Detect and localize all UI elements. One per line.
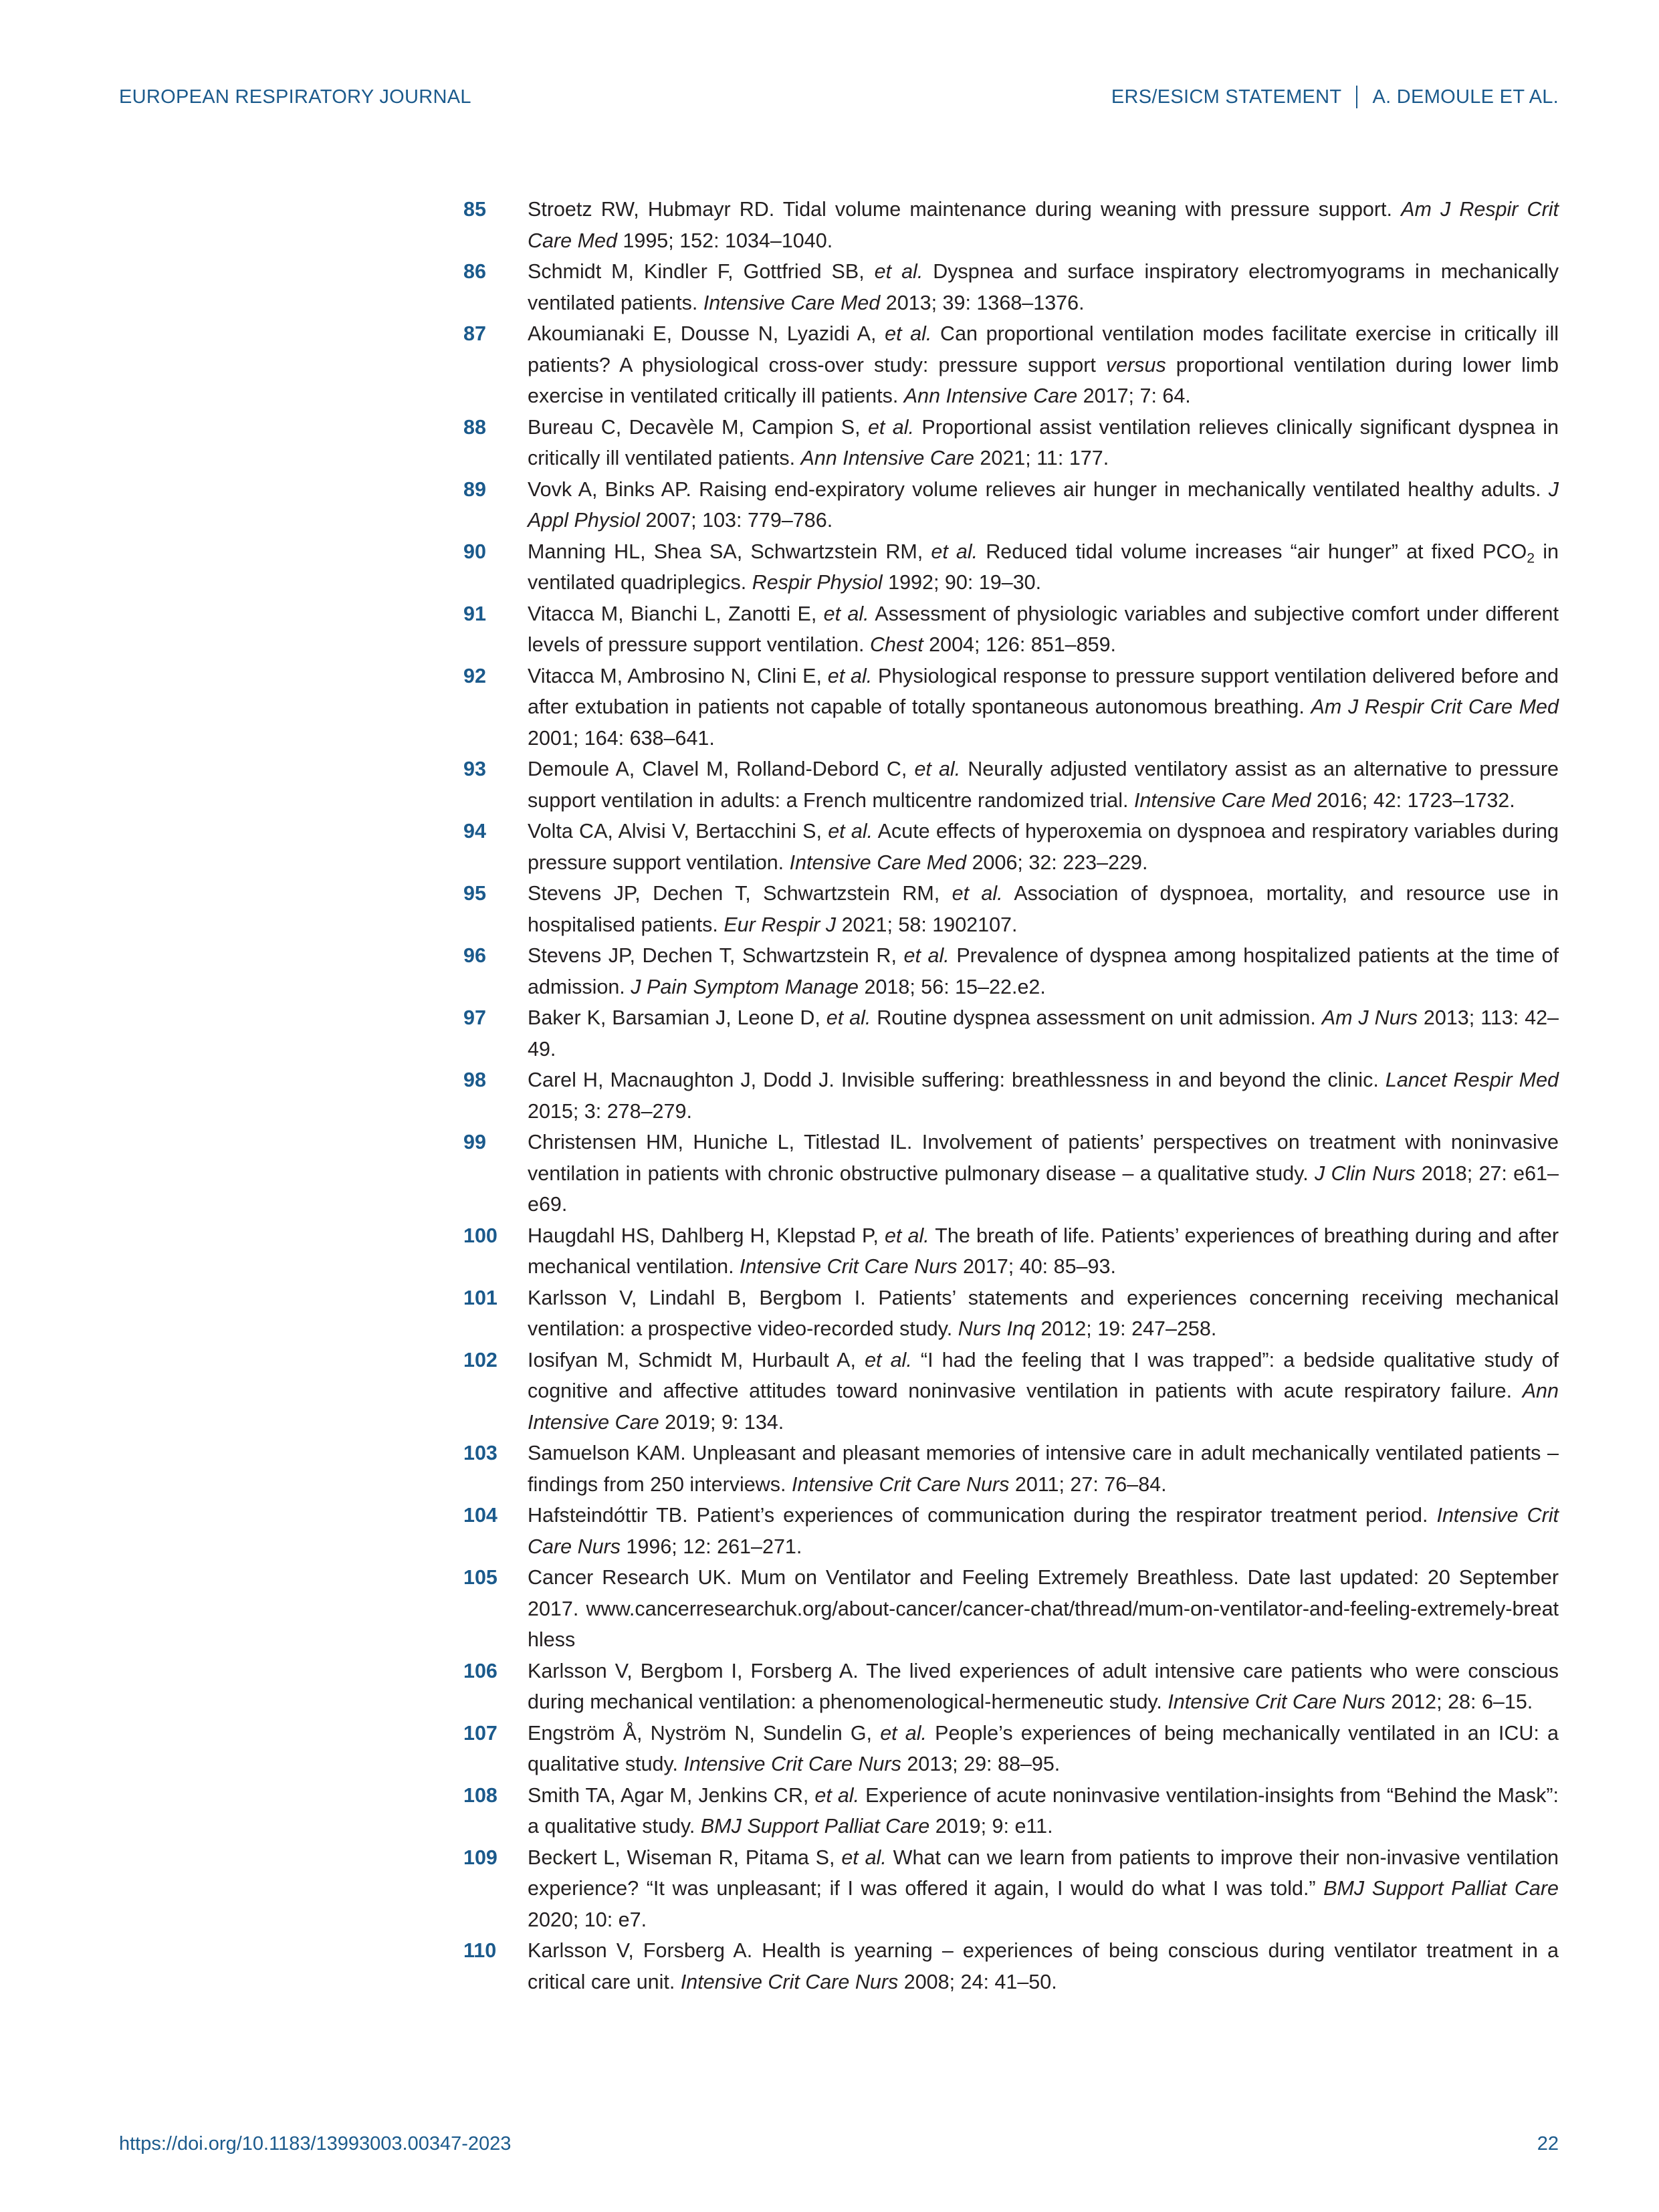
reference-text-segment: 2021; 58: 1902107.: [836, 913, 1018, 936]
reference-text-segment: 2004; 126: 851–859.: [923, 633, 1117, 656]
reference-text-segment: 2021; 11: 177.: [974, 447, 1109, 469]
reference-number: 89: [463, 477, 486, 501]
journal-or-emphasis: Intensive Care Med: [703, 291, 881, 314]
reference-text: [528, 318, 1559, 412]
reference-item: [463, 1220, 1559, 1283]
journal-or-emphasis: et al.: [841, 1846, 887, 1869]
reference-item: [463, 1500, 1559, 1562]
journal-or-emphasis: et al.: [885, 322, 932, 345]
reference-number: 97: [463, 1006, 486, 1029]
reference-text-segment: 1992; 90: 19–30.: [882, 571, 1042, 594]
reference-text-segment: 2007; 103: 779–786.: [639, 509, 833, 532]
reference-item: [463, 194, 1559, 256]
reference-text: [528, 536, 1559, 598]
reference-number: 99: [463, 1131, 486, 1153]
reference-number: 85: [463, 198, 486, 221]
reference-number: 108: [463, 1783, 497, 1807]
header-divider: [1356, 86, 1357, 108]
journal-or-emphasis: et al.: [823, 602, 869, 625]
reference-text-segment: 2012; 28: 6–15.: [1385, 1690, 1533, 1713]
journal-or-emphasis: et al.: [814, 1783, 860, 1807]
journal-name: EUROPEAN RESPIRATORY JOURNAL: [119, 86, 471, 108]
reference-text-segment: Vitacca M, Ambrosino N, Clini E,: [528, 664, 828, 687]
reference-text: [528, 1065, 1559, 1127]
reference-item: [463, 1345, 1559, 1438]
doi-link[interactable]: https://doi.org/10.1183/13993003.00347-2023: [119, 2133, 512, 2154]
reference-text-segment: 2012; 19: 247–258.: [1034, 1317, 1217, 1340]
journal-or-emphasis: Intensive Crit Care Nurs: [1168, 1690, 1386, 1713]
reference-item: [463, 1935, 1559, 1997]
journal-or-emphasis: Ann Intensive Care: [800, 447, 974, 469]
reference-number: 101: [463, 1286, 497, 1309]
journal-or-emphasis: Lancet Respir Med: [1385, 1069, 1559, 1091]
reference-text: [528, 661, 1559, 754]
reference-text-segment: Samuelson KAM. Unpleasant and pleasant memories of intensive care in adult mechanically ventilated patients – findings from 250 interviews.: [528, 1442, 1559, 1496]
reference-text-segment: Carel H, Macnaughton J, Dodd J. Invisible suffering: breathlessness in and beyond the clinic.: [528, 1069, 1386, 1091]
journal-or-emphasis: Ann Intensive Care: [528, 1379, 1559, 1434]
reference-text-segment: Volta CA, Alvisi V, Bertacchini S,: [528, 820, 828, 843]
reference-text-segment: Demoule A, Clavel M, Rolland-Debord C,: [528, 758, 915, 780]
reference-text-segment: Association of dyspnoea, mortality, and resource use in hospitalised patients.: [528, 882, 1559, 936]
reference-text-segment: 2013; 113: 42–49.: [528, 1006, 1559, 1061]
reference-number: 86: [463, 260, 486, 283]
reference-text-segment: Akoumianaki E, Dousse N, Lyazidi A,: [528, 322, 885, 345]
reference-text: [528, 1500, 1559, 1562]
journal-or-emphasis: Intensive Crit Care Nurs: [680, 1970, 899, 1993]
reference-number: 95: [463, 882, 486, 905]
reference-text-segment: 2018; 56: 15–22.e2.: [859, 975, 1046, 998]
reference-text: [528, 878, 1559, 940]
journal-or-emphasis: et al.: [931, 540, 978, 563]
reference-item: [463, 256, 1559, 318]
reference-number: 94: [463, 820, 486, 843]
reference-number: 104: [463, 1504, 497, 1527]
reference-text: [528, 816, 1559, 878]
reference-number: 106: [463, 1659, 497, 1682]
reference-text-segment: 2017; 7: 64.: [1077, 384, 1191, 407]
reference-text: [528, 1842, 1559, 1936]
reference-text-segment: 2008; 24: 41–50.: [898, 1970, 1057, 1993]
reference-item: [463, 816, 1559, 878]
reference-text-segment: Prevalence of dyspnea among hospitalized patients at the time of admission.: [528, 944, 1559, 998]
reference-text-segment: in ventilated quadriplegics.: [528, 540, 1559, 594]
reference-text-segment: 1996; 12: 261–271.: [620, 1535, 802, 1558]
reference-text-segment: Engström Å, Nyström N, Sundelin G,: [528, 1721, 881, 1745]
page-footer: [119, 2133, 1559, 2155]
journal-or-emphasis: versus: [1105, 353, 1166, 376]
reference-text: [528, 1780, 1559, 1842]
article-authors: A. DEMOULE ET AL.: [1372, 86, 1559, 108]
reference-text-segment: Christensen HM, Huniche L, Titlestad IL. Involvement of patients’ perspectives on treatment with noninvasive ventilation in patients with chronic obstructive pulmonary disease – a qualitative study.: [528, 1131, 1559, 1185]
reference-text-segment: Reduced tidal volume increases “air hunger” at fixed PCO: [978, 540, 1527, 563]
reference-number: 88: [463, 415, 486, 439]
reference-number: 87: [463, 322, 486, 345]
reference-text: [528, 412, 1559, 474]
journal-or-emphasis: Intensive Care Med: [789, 851, 967, 874]
reference-item: [463, 598, 1559, 661]
reference-text-segment: Iosifyan M, Schmidt M, Hurbault A,: [528, 1348, 865, 1371]
reference-item: [463, 318, 1559, 412]
reference-item: [463, 1562, 1559, 1656]
reference-item: [463, 878, 1559, 940]
reference-text: [528, 1562, 1559, 1656]
reference-text: [528, 1656, 1559, 1718]
journal-or-emphasis: Nurs Inq: [958, 1317, 1035, 1340]
reference-text-segment: Bureau C, Decavèle M, Campion S,: [528, 415, 868, 439]
reference-text-segment: 2011; 27: 76–84.: [1009, 1472, 1167, 1496]
reference-item: [463, 474, 1559, 536]
running-head: [119, 86, 1559, 108]
reference-number: 92: [463, 664, 486, 687]
reference-text-segment: 2001; 164: 638–641.: [528, 726, 715, 750]
reference-list: [463, 194, 1559, 1997]
journal-or-emphasis: J Appl Physiol: [528, 477, 1559, 532]
article-info: [1111, 86, 1559, 108]
journal-or-emphasis: Chest: [870, 633, 923, 656]
reference-text-segment: 2015; 3: 278–279.: [528, 1099, 692, 1123]
journal-or-emphasis: et al.: [826, 1006, 871, 1029]
reference-text-segment: Karlsson V, Forsberg A. Health is yearning – experiences of being conscious during ventilator treatment in a critical care unit.: [528, 1939, 1559, 1993]
reference-item: [463, 940, 1559, 1002]
reference-text-segment: proportional ventilation during lower limb exercise in ventilated critically ill patients.: [528, 353, 1559, 407]
journal-or-emphasis: Intensive Care Med: [1133, 788, 1311, 812]
reference-item: [463, 1438, 1559, 1500]
journal-or-emphasis: Am J Respir Crit Care Med: [1311, 695, 1559, 718]
reference-item: [463, 1718, 1559, 1780]
reference-number: 91: [463, 602, 486, 625]
reference-text: [528, 1718, 1559, 1780]
reference-text-segment: Manning HL, Shea SA, Schwartzstein RM,: [528, 540, 931, 563]
reference-text: [528, 256, 1559, 318]
reference-text-segment: Stroetz RW, Hubmayr RD. Tidal volume maintenance during weaning with pressure support.: [528, 198, 1402, 221]
reference-text-segment: 2018; 27: e61–e69.: [528, 1162, 1559, 1216]
reference-text-segment: Smith TA, Agar M, Jenkins CR,: [528, 1783, 815, 1807]
reference-text-segment: 2013; 29: 88–95.: [901, 1753, 1061, 1775]
journal-or-emphasis: et al.: [828, 820, 873, 843]
reference-item: [463, 754, 1559, 816]
reference-text-segment: Baker K, Barsamian J, Leone D,: [528, 1006, 826, 1029]
reference-text-segment: Vovk A, Binks AP. Raising end-expiratory volume relieves air hunger in mechanically ventilated healthy adults.: [528, 477, 1549, 501]
reference-number: 102: [463, 1348, 497, 1371]
journal-or-emphasis: Intensive Crit Care Nurs: [740, 1255, 958, 1278]
reference-item: [463, 1283, 1559, 1345]
journal-or-emphasis: et al.: [874, 260, 923, 283]
reference-text: [528, 1220, 1559, 1283]
reference-text-segment: Stevens JP, Dechen T, Schwartzstein RM,: [528, 882, 952, 905]
journal-or-emphasis: BMJ Support Palliat Care: [1323, 1877, 1559, 1900]
reference-text: [528, 1283, 1559, 1345]
journal-or-emphasis: Am J Nurs: [1321, 1006, 1418, 1029]
reference-text-segment: Physiological response to pressure support ventilation delivered before and after extubation in patients not capable of totally spontaneous autonomous breathing.: [528, 664, 1559, 718]
reference-item: [463, 536, 1559, 598]
reference-text-segment: People’s experiences of being mechanically ventilated in an ICU: a qualitative study.: [528, 1721, 1559, 1775]
reference-text-segment: Experience of acute noninvasive ventilation-insights from “Behind the Mask”: a qualitative study.: [528, 1783, 1559, 1838]
subscript: 2: [1527, 549, 1535, 566]
reference-number: 96: [463, 944, 486, 967]
journal-or-emphasis: et al.: [884, 1224, 929, 1247]
reference-text: [528, 1345, 1559, 1438]
reference-url[interactable]: www.cancerresearchuk.org/about-cancer/cancer-chat/thread/mum-on-ventilator-and-feeling-extremely-breathless: [528, 1597, 1559, 1651]
reference-text-segment: Haugdahl HS, Dahlberg H, Klepstad P,: [528, 1224, 885, 1247]
reference-number: 93: [463, 758, 486, 780]
journal-or-emphasis: et al.: [865, 1348, 912, 1371]
reference-text: [528, 1438, 1559, 1500]
reference-text-segment: Beckert L, Wiseman R, Pitama S,: [528, 1846, 842, 1869]
reference-number: 103: [463, 1442, 497, 1464]
reference-text-segment: Karlsson V, Lindahl B, Bergbom I. Patients’ statements and experiences concerning receiving mechanical ventilation: a prospective video-recorded study.: [528, 1286, 1559, 1340]
journal-or-emphasis: Am J Respir Crit Care Med: [528, 198, 1559, 252]
reference-number: 110: [463, 1939, 497, 1962]
reference-item: [463, 1656, 1559, 1718]
reference-item: [463, 1002, 1559, 1065]
journal-or-emphasis: Intensive Crit Care Nurs: [683, 1753, 901, 1775]
reference-number: 100: [463, 1224, 497, 1247]
journal-or-emphasis: Intensive Crit Care Nurs: [528, 1504, 1559, 1558]
reference-text-segment: Proportional assist ventilation relieves clinically significant dyspnea in critically ill ventilated patients.: [528, 415, 1559, 469]
reference-text-segment: The breath of life. Patients’ experiences of breathing during and after mechanical ventilation.: [528, 1224, 1559, 1278]
reference-text: [528, 1002, 1559, 1065]
journal-or-emphasis: J Clin Nurs: [1314, 1162, 1416, 1185]
journal-or-emphasis: Intensive Crit Care Nurs: [791, 1472, 1010, 1496]
reference-number: 107: [463, 1721, 497, 1745]
article-type: ERS/ESICM STATEMENT: [1111, 86, 1342, 108]
reference-text-segment: 2019; 9: e11.: [929, 1815, 1053, 1838]
reference-text-segment: 1995; 152: 1034–1040.: [617, 229, 833, 252]
journal-or-emphasis: et al.: [952, 882, 1003, 905]
reference-text: [528, 194, 1559, 256]
reference-number: 109: [463, 1846, 497, 1869]
journal-or-emphasis: et al.: [827, 664, 873, 687]
reference-text-segment: Routine dyspnea assessment on unit admission.: [871, 1006, 1322, 1029]
reference-text-segment: Dyspnea and surface inspiratory electromyograms in mechanically ventilated patients.: [528, 260, 1559, 314]
journal-or-emphasis: Eur Respir J: [724, 913, 837, 936]
reference-item: [463, 1127, 1559, 1220]
reference-text-segment: “I had the feeling that I was trapped”: a bedside qualitative study of cognitive and affective attitudes toward noninvasive ventilation in patients with acute respiratory failure.: [528, 1348, 1559, 1402]
reference-item: [463, 412, 1559, 474]
reference-text: [528, 1127, 1559, 1220]
reference-number: 98: [463, 1069, 486, 1091]
journal-or-emphasis: et al.: [880, 1721, 927, 1745]
reference-text-segment: Cancer Research UK. Mum on Ventilator and Feeling Extremely Breathless. Date last updated: 20 September 2017.: [528, 1566, 1559, 1620]
reference-number: 90: [463, 540, 486, 563]
reference-number: 105: [463, 1566, 497, 1589]
reference-text: [528, 1935, 1559, 1997]
reference-text-segment: Acute effects of hyperoxemia on dyspnoea and respiratory variables during pressure support ventilation.: [528, 820, 1559, 874]
journal-or-emphasis: Respir Physiol: [752, 571, 883, 594]
page-number: 22: [1537, 2133, 1559, 2154]
reference-item: [463, 661, 1559, 754]
journal-or-emphasis: BMJ Support Palliat Care: [700, 1815, 930, 1838]
reference-text-segment: Can proportional ventilation modes facilitate exercise in critically ill patients? A physiological cross-over study: pressure support: [528, 322, 1559, 376]
reference-text-segment: 2019; 9: 134.: [659, 1410, 784, 1434]
reference-text-segment: 2006; 32: 223–229.: [966, 851, 1148, 874]
reference-text-segment: 2016; 42: 1723–1732.: [1311, 788, 1515, 812]
reference-item: [463, 1780, 1559, 1842]
reference-text-segment: What can we learn from patients to improve their non-invasive ventilation experience? “It was unpleasant; if I was offered it again, I would do what I was told.”: [528, 1846, 1559, 1900]
journal-or-emphasis: Ann Intensive Care: [903, 384, 1078, 407]
reference-item: [463, 1842, 1559, 1936]
reference-text: [528, 940, 1559, 1002]
journal-or-emphasis: et al.: [867, 415, 914, 439]
journal-or-emphasis: et al.: [914, 758, 961, 780]
reference-text-segment: 2020; 10: e7.: [528, 1908, 647, 1931]
reference-item: [463, 1065, 1559, 1127]
reference-text: [528, 474, 1559, 536]
reference-text-segment: Vitacca M, Bianchi L, Zanotti E,: [528, 602, 824, 625]
journal-or-emphasis: J Pain Symptom Manage: [631, 975, 859, 998]
reference-text: [528, 598, 1559, 661]
journal-or-emphasis: et al.: [903, 944, 950, 967]
reference-text-segment: 2013; 39: 1368–1376.: [880, 291, 1085, 314]
reference-text-segment: Assessment of physiologic variables and subjective comfort under different levels of pressure support ventilation.: [528, 602, 1559, 656]
reference-text-segment: Karlsson V, Bergbom I, Forsberg A. The lived experiences of adult intensive care patients who were conscious during mechanical ventilation: a phenomenological-hermeneutic study.: [528, 1659, 1559, 1713]
reference-text-segment: Neurally adjusted ventilatory assist as an alternative to pressure support ventilation in adults: a French multicentre randomized trial.: [528, 758, 1559, 812]
reference-text: [528, 754, 1559, 816]
reference-text-segment: Hafsteindóttir TB. Patient’s experiences of communication during the respirator treatment period.: [528, 1504, 1437, 1527]
reference-text-segment: Stevens JP, Dechen T, Schwartzstein R,: [528, 944, 904, 967]
reference-text-segment: Schmidt M, Kindler F, Gottfried SB,: [528, 260, 875, 283]
reference-text-segment: 2017; 40: 85–93.: [957, 1255, 1116, 1278]
